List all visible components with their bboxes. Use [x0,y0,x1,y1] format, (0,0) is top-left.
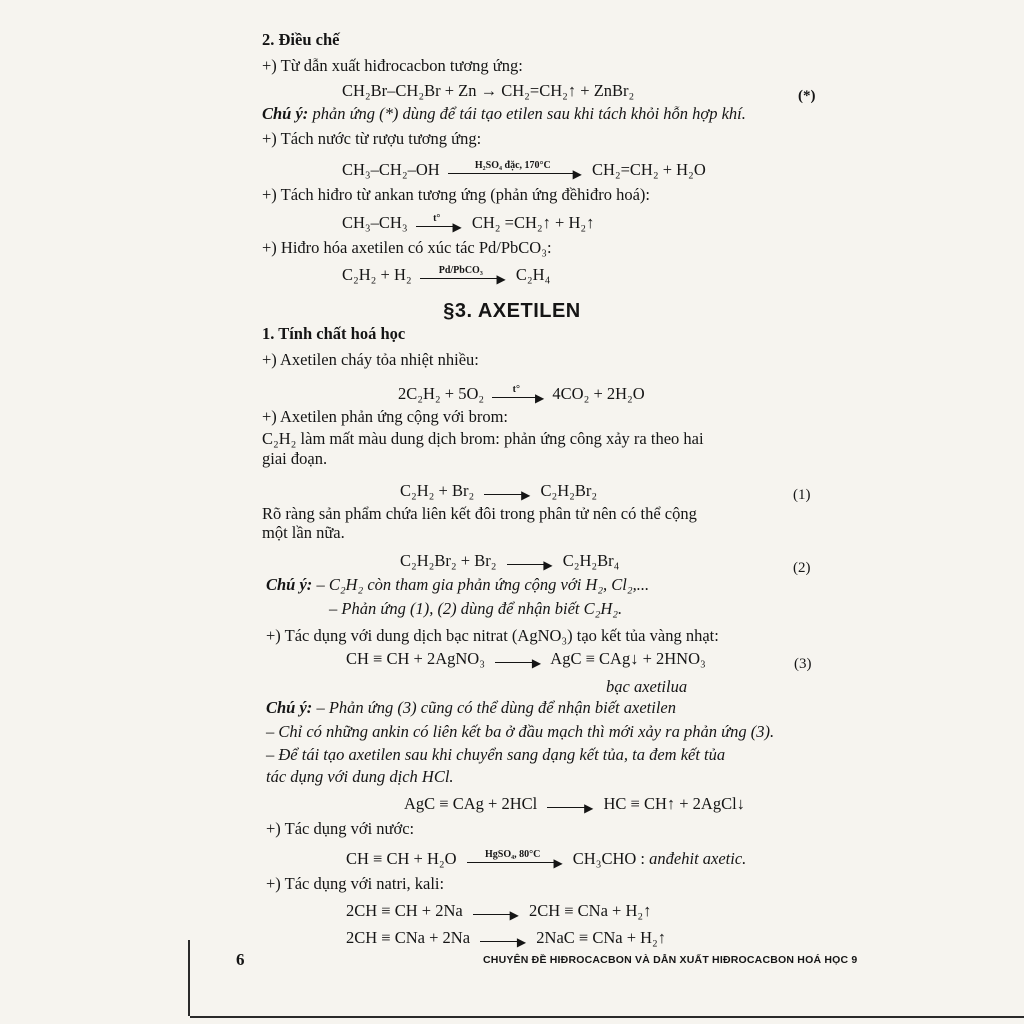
text-line: +) Axetilen phản ứng cộng với brom: [262,407,509,426]
reaction-arrow: H₂SO₄ đặc, 170°C ▶ [448,169,578,174]
note-text: – Phản ứng (1), (2) dùng để nhận biết C₂H₂. [329,599,623,618]
equation-right: C₂H₂Br₄ [562,551,620,570]
reaction-condition: Pd/PbCO₃ [438,264,483,276]
equation-number: (2) [793,560,811,576]
equation-right: AgC ≡ CAg↓ + 2HNO₃ [550,649,706,668]
note-label: Chú ý: [262,104,309,123]
equation-right: CH₃CHO : [572,849,646,868]
reaction-arrow: t° ▶ [492,393,540,398]
note-label: Chú ý: [266,698,313,717]
equation-right: 2CH ≡ CNa + H₂↑ [528,901,652,920]
equation-ethane [342,212,594,234]
equation-left: CH ≡ CH + 2AgNO₃ [346,649,485,668]
text-line: +) Từ dẫn xuất hiđrocacbon tương ứng: [262,56,523,75]
equation-number: (1) [793,487,811,503]
equation-left: 2CH ≡ CNa + 2Na [346,928,471,947]
reaction-arrow: ▶ [495,658,537,663]
note-label: Chú ý: [266,575,313,594]
reaction-condition: H₂SO₄ đặc, 170°C [474,159,551,171]
equation-combustion [398,383,645,405]
text-line: +) Tác dụng với dung dịch bạc nitrat (AgNO₃) tạo kết tủa vàng nhạt: [266,626,719,645]
reaction-condition: HgSO₄, 80°C [485,848,541,860]
reaction-arrow: ▶ [480,937,522,942]
equation-hydrogenation [342,264,550,286]
paragraph-line: C₂H₂ làm mất màu dung dịch brom: phản ứng công xảy ra theo hai [262,429,704,448]
reaction-condition: t° [433,212,441,224]
product-name: bạc axetilua [606,677,688,696]
text-line: +) Tác dụng với natri, kali: [266,874,445,893]
equation-right: CH₂ =CH₂↑ + H₂↑ [471,213,595,232]
reaction-arrow: Pd/PbCO₃ ▶ [420,274,502,279]
text-line: +) Tách hiđro từ ankan tương ứng (phản ứng đềhiđro hoá): [262,185,650,204]
note-text: – Phản ứng (3) cũng có thể dùng để nhận biết axetilen [316,698,676,717]
equation-right: CH₂=CH₂ + H₂O [591,160,706,179]
text-line: +) Axetilen cháy tỏa nhiệt nhiều: [262,350,479,369]
paragraph-line: giai đoạn. [262,449,328,468]
page-number: 6 [236,950,245,969]
equation-sodium-1 [346,900,651,922]
equation-left: C₂H₂ + H₂ [342,265,412,284]
equation-2 [400,550,619,572]
equation-left: AgC ≡ CAg + 2HCl [404,794,538,813]
equation-left: C₂H₂Br₂ + Br₂ [400,551,497,570]
equation-3 [346,648,706,670]
equation-left: 2C₂H₂ + 5O₂ [398,384,485,403]
equation-left: C₂H₂ + Br₂ [400,481,475,500]
product-name: anđehit axetic. [649,849,747,868]
equation-sodium-2 [346,927,666,949]
equation-zn: CH₂Br–CH₂Br + Zn → CH₂=CH₂↑ + ZnBr₂ [342,81,635,100]
text-line: +) Tác dụng với nước: [266,819,415,838]
chapter-title: §3. AXETILEN [443,300,581,322]
equation-right: C₂H₄ [515,265,551,284]
reaction-arrow: ▶ [547,803,589,808]
equation-right: 4CO₂ + 2H₂O [552,384,645,403]
equation-right: 2NaC ≡ CNa + H₂↑ [536,928,667,947]
equation-1 [400,480,597,502]
running-footer: CHUYÊN ĐỀ HIĐROCACBON VÀ DẪN XUẤT HIĐROCACBON HOÁ HỌC 9 [483,954,858,966]
equation-left: CH₃–CH₂–OH [342,160,440,179]
equation-left: 2CH ≡ CH + 2Na [346,901,463,920]
reaction-condition: t° [512,383,520,395]
equation-right: C₂H₂Br₂ [540,481,598,500]
equation-left: CH ≡ CH + H₂O [346,849,457,868]
paragraph-line: một lần nữa. [262,523,345,542]
note-text: tác dụng với dung dịch HCl. [266,767,454,786]
equation-hcl [404,793,745,815]
equation-right: HC ≡ CH↑ + 2AgCl↓ [603,794,745,813]
text-line: +) Hiđro hóa axetilen có xúc tác Pd/PbCO₃: [262,238,552,257]
note-text: – Để tái tạo axetilen sau khi chuyển sang dạng kết tủa, ta đem kết tủa [266,745,726,764]
reaction-arrow: ▶ [473,910,515,915]
equation-number: (3) [794,656,812,672]
reaction-arrow: ▶ [484,490,526,495]
text-line: +) Tách nước từ rượu tương ứng: [262,129,482,148]
equation-hydration [346,848,746,870]
section-heading-tinh-chat: 1. Tính chất hoá học [262,324,406,343]
paragraph-line: Rõ ràng sản phẩm chứa liên kết đôi trong phân tử nên có thể cộng [262,504,697,523]
reaction-arrow: t° ▶ [416,222,458,227]
equation-left: CH₃–CH₃ [342,213,408,232]
reaction-arrow: HgSO₄, 80°C ▶ [467,858,559,863]
reaction-arrow: ▶ [507,560,549,565]
note-text: – Chỉ có những ankin có liên kết ba ở đầu mạch thì mới xảy ra phản ứng (3). [266,722,775,741]
equation-mark: (*) [798,88,816,104]
section-heading-dieu-che: 2. Điều chế [262,30,340,49]
note-text: phản ứng (*) dùng để tái tạo etilen sau khi tách khỏi hỗn hợp khí. [312,104,746,123]
equation-ethanol [342,159,706,181]
note-text: – C₂H₂ còn tham gia phản ứng cộng với H₂, Cl₂,... [316,575,650,594]
page-edge-bottom [190,1016,1024,1018]
page-edge-left [188,940,190,1016]
